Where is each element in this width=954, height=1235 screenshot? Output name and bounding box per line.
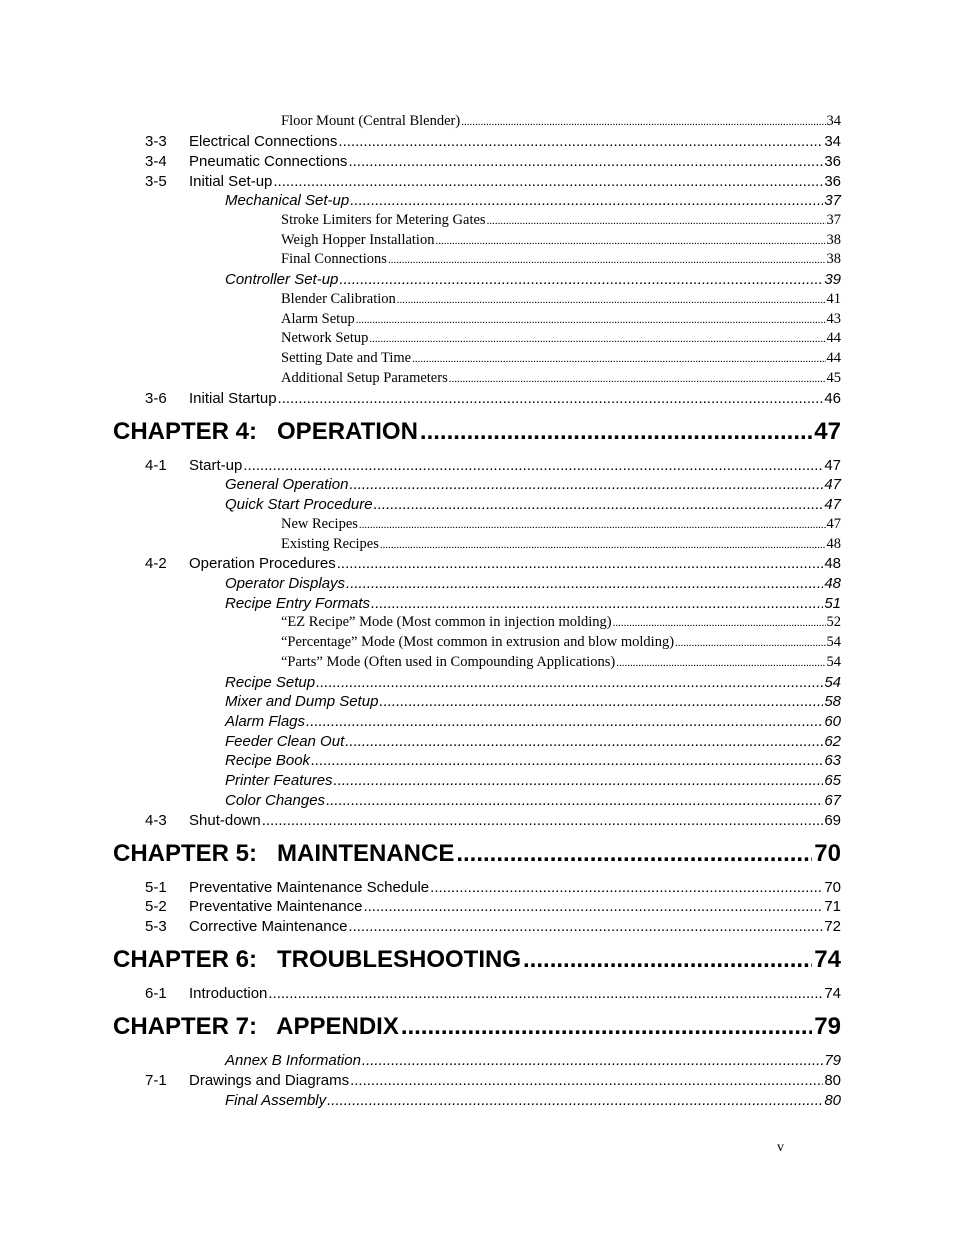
toc-entry-title: Pneumatic Connections	[189, 153, 348, 170]
toc-entry-page: 58	[824, 693, 841, 710]
toc-entry-title: Final Connections	[281, 251, 387, 267]
toc-entry-number: 7-1	[145, 1072, 167, 1089]
toc-entry[interactable]	[189, 812, 841, 829]
dot-leader	[401, 1013, 812, 1041]
toc-entry[interactable]	[281, 291, 841, 308]
toc-entry-title: Color Changes	[225, 792, 326, 809]
toc-entry-title: Operation Procedures	[189, 555, 336, 572]
dot-leader	[456, 840, 812, 868]
toc-entry-page: 80	[824, 1092, 841, 1109]
toc-entry-title: Setting Date and Time	[281, 350, 412, 366]
toc-entry-number: 4-3	[145, 812, 167, 829]
toc-entry-title: Electrical Connections	[189, 133, 338, 150]
toc-entry-title: Floor Mount (Central Blender)	[281, 113, 461, 129]
toc-entry[interactable]	[189, 1072, 841, 1089]
dot-leader	[412, 350, 825, 367]
toc-entry-title: Controller Set-up	[225, 271, 339, 288]
toc-entry[interactable]	[225, 752, 841, 769]
toc-entry-page: 47	[824, 457, 841, 474]
toc-chapter-heading[interactable]	[113, 946, 841, 974]
toc-entry-title: New Recipes	[281, 516, 358, 532]
dot-leader	[316, 674, 823, 691]
toc-entry-title: Shut-down	[189, 812, 261, 829]
toc-entry-page: 47	[824, 476, 841, 493]
toc-entry-title: Recipe Book	[225, 752, 311, 769]
toc-entry[interactable]	[281, 311, 841, 328]
dot-leader	[346, 575, 823, 592]
toc-entry[interactable]	[281, 251, 841, 268]
toc-entry-page: 60	[824, 713, 841, 730]
toc-entry-page: 48	[826, 536, 841, 552]
toc-entry-title: Network Setup	[281, 330, 369, 346]
toc-entry-page: 63	[824, 752, 841, 769]
dot-leader	[268, 985, 823, 1002]
dot-leader	[461, 113, 825, 130]
dot-leader	[616, 654, 825, 671]
toc-entry-page: 65	[824, 772, 841, 789]
toc-entry[interactable]	[225, 674, 841, 691]
dot-leader	[311, 752, 823, 769]
dot-leader	[243, 457, 823, 474]
toc-entry-title: Blender Calibration	[281, 291, 396, 307]
dot-leader	[379, 693, 823, 710]
toc-entry[interactable]	[189, 133, 841, 150]
toc-entry-page: 37	[824, 192, 841, 209]
toc-entry[interactable]	[281, 536, 841, 553]
toc-entry[interactable]	[189, 173, 841, 190]
toc-entry-page: 44	[826, 350, 841, 366]
toc-entry-page: 51	[824, 595, 841, 612]
dot-leader	[345, 733, 823, 750]
dot-leader	[675, 634, 825, 651]
dot-leader	[487, 212, 826, 229]
dot-leader	[369, 330, 825, 347]
toc-entry[interactable]	[225, 772, 841, 789]
toc-entry-page: 54	[826, 654, 841, 670]
toc-entry-page: 46	[824, 390, 841, 407]
dot-leader	[327, 1092, 823, 1109]
toc-entry-title: Mechanical Set-up	[225, 192, 350, 209]
toc-entry-title: Alarm Flags	[225, 713, 306, 730]
toc-entry-page: 71	[824, 898, 841, 915]
toc-entry-title: General Operation	[225, 476, 349, 493]
toc-entry-title: Recipe Entry Formats	[225, 595, 371, 612]
toc-entry[interactable]	[225, 496, 841, 513]
toc-entry-page: 41	[826, 291, 841, 307]
toc-entry[interactable]	[189, 457, 841, 474]
toc-entry[interactable]	[189, 390, 841, 407]
toc-entry-page: 36	[824, 153, 841, 170]
toc-entry-title: CHAPTER 4: OPERATION	[113, 418, 418, 445]
dot-leader	[371, 595, 823, 612]
dot-leader	[613, 614, 826, 631]
toc-entry-title: “Parts” Mode (Often used in Compounding Applications)	[281, 654, 616, 670]
toc-entry-page: 47	[826, 516, 841, 532]
toc-entry-title: Weigh Hopper Installation	[281, 232, 435, 248]
toc-entry-title: Additional Setup Parameters	[281, 370, 448, 386]
toc-entry-title: Alarm Setup	[281, 311, 355, 327]
toc-entry-number: 5-2	[145, 898, 167, 915]
toc-entry[interactable]	[225, 271, 841, 288]
dot-leader	[350, 192, 823, 209]
toc-chapter-heading[interactable]	[113, 1013, 841, 1041]
toc-entry[interactable]	[225, 733, 841, 750]
dot-leader	[326, 792, 823, 809]
toc-chapter-heading[interactable]	[113, 840, 841, 868]
dot-leader	[363, 898, 823, 915]
toc-entry-title: Preventative Maintenance Schedule	[189, 879, 430, 896]
dot-leader	[350, 1072, 823, 1089]
toc-entry[interactable]	[281, 113, 841, 130]
toc-entry-page: 80	[824, 1072, 841, 1089]
toc-entry[interactable]	[225, 1092, 841, 1109]
toc-entry[interactable]	[281, 370, 841, 387]
dot-leader	[362, 1052, 823, 1069]
dot-leader	[449, 370, 826, 387]
toc-entry-number: 6-1	[145, 985, 167, 1002]
toc-entry-page: 74	[814, 946, 841, 973]
toc-entry-page: 54	[826, 634, 841, 650]
toc-entry-page: 62	[824, 733, 841, 750]
dot-leader	[359, 516, 826, 533]
toc-entry[interactable]	[281, 330, 841, 347]
toc-entry-title: “EZ Recipe” Mode (Most common in injection molding)	[281, 614, 612, 630]
toc-entry-number: 4-2	[145, 555, 167, 572]
toc-entry[interactable]	[281, 232, 841, 249]
dot-leader	[430, 879, 823, 896]
toc-entry-number: 3-6	[145, 390, 167, 407]
dot-leader	[273, 173, 823, 190]
toc-entry-title: Feeder Clean Out	[225, 733, 345, 750]
toc-entry-page: 37	[826, 212, 841, 228]
toc-entry-page: 34	[824, 133, 841, 150]
toc-entry[interactable]	[281, 634, 841, 651]
toc-entry-title: Drawings and Diagrams	[189, 1072, 350, 1089]
dot-leader	[338, 133, 823, 150]
toc-entry-title: Printer Features	[225, 772, 333, 789]
toc-entry-number: 3-5	[145, 173, 167, 190]
toc-entry-page: 47	[824, 496, 841, 513]
toc-entry-page: 36	[824, 173, 841, 190]
toc-entry-title: Operator Displays	[225, 575, 346, 592]
toc-entry-title: Mixer and Dump Setup	[225, 693, 379, 710]
toc-entry-page: 70	[824, 879, 841, 896]
toc-entry-number: 5-3	[145, 918, 167, 935]
toc-entry-title: Preventative Maintenance	[189, 898, 363, 915]
toc-entry[interactable]	[281, 614, 841, 631]
toc-entry[interactable]	[189, 555, 841, 572]
dot-leader	[374, 496, 824, 513]
toc-entry[interactable]	[189, 918, 841, 935]
dot-leader	[420, 418, 812, 446]
toc-entry-title: CHAPTER 5: MAINTENANCE	[113, 840, 455, 867]
toc-entry[interactable]	[189, 153, 841, 170]
dot-leader	[388, 251, 826, 268]
toc-entry-title: CHAPTER 6: TROUBLESHOOTING	[113, 946, 522, 973]
toc-entry-page: 34	[826, 113, 841, 129]
dot-leader	[278, 390, 824, 407]
toc-entry-page: 44	[826, 330, 841, 346]
toc-entry-page: 72	[824, 918, 841, 935]
toc-entry[interactable]	[225, 1052, 841, 1069]
dot-leader	[380, 536, 826, 553]
toc-entry-title: “Percentage” Mode (Most common in extrusion and blow molding)	[281, 634, 675, 650]
toc-entry-page: 47	[814, 418, 841, 445]
toc-entry-page: 39	[824, 271, 841, 288]
dot-leader	[349, 476, 823, 493]
toc-entry-page: 38	[826, 251, 841, 267]
dot-leader	[356, 311, 826, 328]
toc-entry[interactable]	[189, 985, 841, 1002]
toc-entry[interactable]	[225, 575, 841, 592]
toc-entry[interactable]	[189, 879, 841, 896]
toc-entry-title: Recipe Setup	[225, 674, 316, 691]
toc-entry-title: Initial Startup	[189, 390, 277, 407]
toc-entry[interactable]	[225, 192, 841, 209]
dot-leader	[262, 812, 824, 829]
toc-entry-title: Quick Start Procedure	[225, 496, 373, 513]
toc-entry[interactable]	[189, 898, 841, 915]
dot-leader	[306, 713, 823, 730]
dot-leader	[348, 918, 823, 935]
toc-entry-page: 43	[826, 311, 841, 327]
toc-entry[interactable]	[281, 654, 841, 671]
toc-chapter-heading[interactable]	[113, 418, 841, 446]
dot-leader	[339, 271, 823, 288]
toc-entry[interactable]	[225, 595, 841, 612]
toc-entry-title: Initial Set-up	[189, 173, 273, 190]
toc-entry-title: Corrective Maintenance	[189, 918, 348, 935]
toc-entry[interactable]	[225, 476, 841, 493]
toc-entry-title: Final Assembly	[225, 1092, 327, 1109]
toc-entry-page: 69	[824, 812, 841, 829]
toc-entry-title: CHAPTER 7: APPENDIX	[113, 1013, 399, 1040]
dot-leader	[397, 291, 826, 308]
dot-leader	[337, 555, 824, 572]
toc-entry-page: 67	[824, 792, 841, 809]
toc-entry-number: 5-1	[145, 879, 167, 896]
toc-entry-title: Stroke Limiters for Metering Gates	[281, 212, 486, 228]
toc-entry-page: 54	[824, 674, 841, 691]
dot-leader	[523, 946, 812, 974]
toc-entry-page: 79	[814, 1013, 841, 1040]
toc-entry-title: Annex B Information	[225, 1052, 361, 1069]
toc-entry[interactable]	[225, 792, 841, 809]
toc-entry[interactable]	[281, 212, 841, 229]
page-number: v	[777, 1140, 784, 1155]
toc-entry-page: 38	[826, 232, 841, 248]
toc-entry[interactable]	[225, 713, 841, 730]
dot-leader	[435, 232, 825, 249]
toc-entry-title: Introduction	[189, 985, 268, 1002]
toc-entry[interactable]	[281, 350, 841, 367]
dot-leader	[348, 153, 823, 170]
toc-entry-page: 74	[824, 985, 841, 1002]
toc-entry-page: 45	[826, 370, 841, 386]
toc-entry-page: 70	[814, 840, 841, 867]
toc-entry-title: Existing Recipes	[281, 536, 379, 552]
toc-entry-title: Start-up	[189, 457, 243, 474]
toc-entry-page: 48	[824, 575, 841, 592]
toc-entry-page: 48	[824, 555, 841, 572]
toc-entry-page: 79	[824, 1052, 841, 1069]
toc-entry[interactable]	[225, 693, 841, 710]
dot-leader	[334, 772, 824, 789]
toc-entry[interactable]	[281, 516, 841, 533]
toc-entry-number: 4-1	[145, 457, 167, 474]
toc-entry-page: 52	[826, 614, 841, 630]
toc-entry-number: 3-3	[145, 133, 167, 150]
toc-entry-number: 3-4	[145, 153, 167, 170]
